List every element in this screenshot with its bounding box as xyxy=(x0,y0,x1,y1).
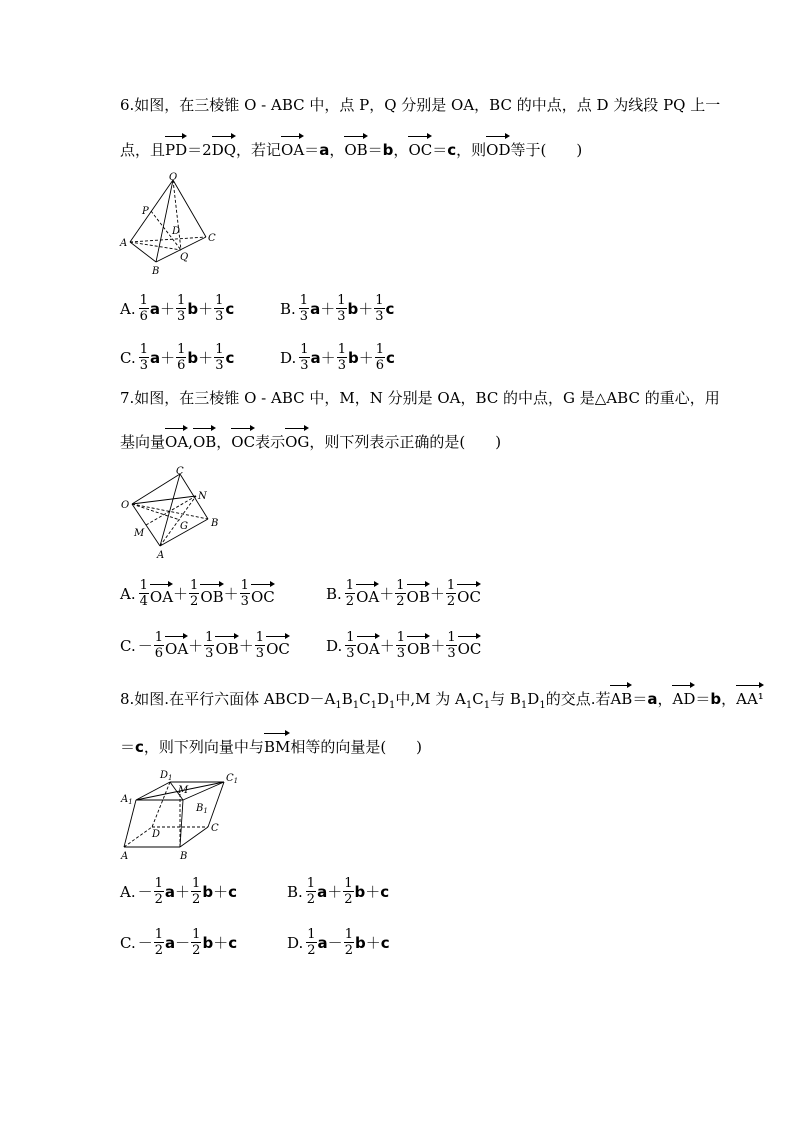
label-A: A xyxy=(120,238,128,249)
denominator: 3 xyxy=(447,646,456,661)
symbol-c: c xyxy=(135,738,144,756)
symbol-c: c xyxy=(447,141,457,159)
numerator: 1 xyxy=(255,630,265,645)
label-A: A xyxy=(157,550,165,561)
text: 基向量 xyxy=(120,433,166,451)
text: 的交点.若 xyxy=(545,690,611,708)
vector: OC xyxy=(457,582,481,606)
denominator: 3 xyxy=(205,646,214,661)
numerator: 1 xyxy=(240,578,249,593)
text: ，则 xyxy=(456,141,487,159)
option-label: A. xyxy=(120,584,136,603)
numerator: 1 xyxy=(177,293,186,308)
symbol: c xyxy=(380,882,390,901)
option-label: D. xyxy=(326,636,343,655)
plus: ＋ xyxy=(320,300,336,318)
plus: ＋ xyxy=(358,349,374,367)
fraction xyxy=(139,293,149,324)
fraction xyxy=(299,293,309,324)
subscript: 1 xyxy=(465,700,473,711)
numerator: 1 xyxy=(154,927,164,942)
symbol: a xyxy=(310,299,321,318)
label-A1: $A_1$ xyxy=(121,794,133,806)
denominator: 6 xyxy=(154,646,164,661)
symbol: c xyxy=(386,348,395,367)
numerator: 1 xyxy=(299,293,309,308)
label-O: O xyxy=(169,172,178,183)
denominator: 3 xyxy=(300,358,309,373)
fraction xyxy=(176,342,186,373)
symbol: b xyxy=(187,348,199,367)
fraction xyxy=(189,578,199,609)
label-D: D xyxy=(152,829,161,840)
q6-stem-line-2 xyxy=(120,134,582,160)
vector-ob: OB xyxy=(193,426,216,452)
label-D: D xyxy=(172,226,181,237)
denominator: 2 xyxy=(190,594,199,609)
q7-option-b[interactable] xyxy=(326,578,481,609)
text: 表示 xyxy=(255,433,286,451)
numerator: 1 xyxy=(346,630,355,645)
label-M: M xyxy=(134,528,145,539)
option-label: B. xyxy=(326,584,342,603)
numerator: 1 xyxy=(154,630,164,645)
vector: OB xyxy=(200,582,223,606)
vector-oc: OC xyxy=(408,134,432,160)
text: 中,M 为 A xyxy=(395,690,466,708)
comma: ， xyxy=(721,690,737,708)
q6-option-b[interactable] xyxy=(280,293,394,324)
numerator: 1 xyxy=(177,342,186,357)
eq: ＝ xyxy=(367,141,383,159)
numerator: 1 xyxy=(447,630,456,645)
denominator: 2 xyxy=(344,943,353,958)
plus: ＋ xyxy=(379,585,395,603)
denominator: 3 xyxy=(396,646,405,661)
sep: ， xyxy=(216,433,232,451)
fraction xyxy=(240,578,250,609)
fraction xyxy=(345,630,355,661)
label-C: C xyxy=(208,233,216,244)
fraction xyxy=(374,293,384,324)
option-label: A. xyxy=(120,299,136,318)
fraction xyxy=(396,630,406,661)
denominator: 3 xyxy=(240,594,249,609)
denominator: 2 xyxy=(192,892,201,907)
symbol: b xyxy=(354,882,366,901)
fraction xyxy=(299,342,309,373)
text: 8.如图.在平行六面体 ABCD－A xyxy=(120,690,336,708)
denominator: 3 xyxy=(177,309,186,324)
q6-option-a[interactable] xyxy=(120,293,234,324)
symbol: a xyxy=(310,348,321,367)
symbol: c xyxy=(380,933,390,952)
plus: ＋ xyxy=(198,349,214,367)
label-C: C xyxy=(211,823,219,834)
numerator: 1 xyxy=(446,578,456,593)
fraction xyxy=(395,578,405,609)
symbol: b xyxy=(347,299,359,318)
vector-aa1: AA¹ xyxy=(736,683,764,709)
fraction xyxy=(176,293,186,324)
q6-tetrahedron-figure xyxy=(118,170,228,280)
fraction xyxy=(191,876,201,907)
label-C: C xyxy=(176,466,184,477)
fraction xyxy=(214,342,224,373)
vector-oc: OC xyxy=(231,426,255,452)
symbol: a xyxy=(317,882,328,901)
text: C xyxy=(359,690,371,708)
subscript: 1 xyxy=(335,700,342,711)
symbol: a xyxy=(150,348,161,367)
fraction xyxy=(214,293,224,324)
option-label: B. xyxy=(287,882,303,901)
label-O: O xyxy=(121,500,130,511)
fraction xyxy=(446,630,456,661)
denominator: 4 xyxy=(139,594,148,609)
numerator: 1 xyxy=(215,293,224,308)
denominator: 6 xyxy=(177,358,186,373)
subscript: 1 xyxy=(352,700,360,711)
numerator: 1 xyxy=(375,342,385,357)
vector: OC xyxy=(266,634,290,658)
label-N: N xyxy=(198,491,207,502)
numerator: 1 xyxy=(139,342,148,357)
q7-option-a[interactable] xyxy=(120,578,275,609)
option-label: B. xyxy=(280,299,296,318)
vector: OA xyxy=(150,582,173,606)
fraction xyxy=(306,927,316,958)
fraction xyxy=(255,630,265,661)
sign: － xyxy=(137,883,153,901)
text: 等于( ) xyxy=(510,141,583,159)
text: B xyxy=(341,690,353,708)
numerator: 1 xyxy=(396,578,405,593)
denominator: 2 xyxy=(154,892,163,907)
fraction xyxy=(344,927,354,958)
q8-option-c[interactable] xyxy=(120,927,237,958)
q6-option-c[interactable] xyxy=(120,342,234,373)
q8-option-a[interactable] xyxy=(120,876,237,907)
label-D1: $D_1$ xyxy=(160,770,173,782)
text: ＝2 xyxy=(187,141,212,159)
q8-stem-line-2 xyxy=(120,731,422,757)
fraction xyxy=(154,876,164,907)
denominator: 2 xyxy=(192,943,201,958)
comma: ， xyxy=(393,141,409,159)
vector-ad: AD xyxy=(672,683,695,709)
denominator: 3 xyxy=(215,309,224,324)
denominator: 3 xyxy=(139,358,148,373)
symbol: a xyxy=(164,882,176,901)
denominator: 3 xyxy=(255,646,265,661)
numerator: 1 xyxy=(306,876,316,891)
vector: OB xyxy=(407,582,430,606)
fraction xyxy=(337,342,347,373)
eq: ＝ xyxy=(432,141,448,159)
denominator: 2 xyxy=(154,943,164,958)
vector-bm: BM xyxy=(264,731,290,757)
label-P: P xyxy=(142,206,149,217)
q7-stem-line-2 xyxy=(120,426,501,452)
q7-option-d[interactable] xyxy=(326,630,481,661)
symbol: b xyxy=(354,933,366,952)
eq: ＝ xyxy=(304,141,320,159)
numerator: 1 xyxy=(192,927,201,942)
vector-pd: PD xyxy=(165,134,187,160)
operator: ＋ xyxy=(175,883,191,901)
plus: ＋ xyxy=(160,349,176,367)
plus: ＋ xyxy=(198,300,214,318)
text: ，若记 xyxy=(236,141,282,159)
symbol: b xyxy=(187,299,199,318)
plus: ＋ xyxy=(429,585,445,603)
symbol-a: a xyxy=(319,141,330,159)
vector-od: OD xyxy=(486,134,510,160)
fraction xyxy=(375,342,385,373)
denominator: 2 xyxy=(344,892,353,907)
fraction xyxy=(204,630,214,661)
numerator: 1 xyxy=(300,342,309,357)
numerator: 1 xyxy=(192,876,201,891)
operator: ＋ xyxy=(213,934,229,952)
sep: , xyxy=(188,433,193,451)
plus: ＋ xyxy=(223,585,239,603)
label-M: M xyxy=(178,785,189,796)
denominator: 2 xyxy=(307,943,316,958)
plus: ＋ xyxy=(320,349,336,367)
numerator: 1 xyxy=(345,578,355,593)
numerator: 1 xyxy=(396,630,405,645)
option-label: A. xyxy=(120,882,136,901)
fraction xyxy=(191,927,201,958)
fraction xyxy=(154,927,164,958)
symbol: a xyxy=(317,933,328,952)
symbol: c xyxy=(228,933,238,952)
fraction xyxy=(154,630,164,661)
vector-oa: OA xyxy=(165,426,188,452)
denominator: 6 xyxy=(139,309,148,324)
text: D xyxy=(527,690,540,708)
q8-option-b[interactable] xyxy=(287,876,389,907)
q7-tetrahedron-figure xyxy=(118,462,233,562)
denominator: 3 xyxy=(346,646,355,661)
numerator: 1 xyxy=(215,342,224,357)
vector: OA xyxy=(357,634,380,658)
symbol-b: b xyxy=(382,141,394,159)
numerator: 1 xyxy=(337,342,346,357)
vector: OC xyxy=(458,634,482,658)
text: ，则下列表示正确的是( ) xyxy=(309,433,502,451)
label-B: B xyxy=(211,518,219,529)
denominator: 3 xyxy=(299,309,309,324)
numerator: 1 xyxy=(139,293,148,308)
vector-ab: AB xyxy=(610,683,632,709)
denominator: 6 xyxy=(375,358,385,373)
numerator: 1 xyxy=(190,578,199,593)
plus: ＋ xyxy=(160,300,176,318)
vector-dq: DQ xyxy=(212,134,236,160)
symbol: c xyxy=(385,299,395,318)
denominator: 2 xyxy=(306,892,316,907)
label-Q: Q xyxy=(180,252,189,263)
vector: OB xyxy=(407,634,430,658)
fraction xyxy=(446,578,456,609)
fraction xyxy=(336,293,346,324)
label-B: B xyxy=(180,851,188,862)
plus: ＋ xyxy=(238,637,254,655)
symbol: a xyxy=(165,933,176,952)
operator: ＋ xyxy=(365,934,381,952)
operator: ＋ xyxy=(327,883,343,901)
q7-option-c[interactable] xyxy=(120,630,290,661)
symbol: b xyxy=(202,882,214,901)
subscript: 1 xyxy=(520,700,528,711)
numerator: 1 xyxy=(154,876,163,891)
symbol: c xyxy=(228,882,237,901)
numerator: 1 xyxy=(205,630,214,645)
fraction xyxy=(345,578,355,609)
plus: ＋ xyxy=(358,300,374,318)
symbol: c xyxy=(225,299,235,318)
plus: ＋ xyxy=(173,585,189,603)
denominator: 2 xyxy=(396,594,405,609)
q8-parallelepiped-figure xyxy=(118,767,268,862)
comma: ， xyxy=(657,690,673,708)
q8-option-d[interactable] xyxy=(287,927,390,958)
vector-oa: OA xyxy=(281,134,304,160)
option-label: C. xyxy=(120,933,136,952)
symbol-b: b xyxy=(710,690,722,708)
text: 与 B xyxy=(490,690,521,708)
vector: OA xyxy=(356,582,379,606)
plus: ＋ xyxy=(379,637,395,655)
q6-stem-line-1: 6.如图，在三棱锥 O - ABC 中，点 P，Q 分别是 OA，BC 的中点，点 D 为线段 PQ 上一 xyxy=(120,96,721,114)
subscript: 1 xyxy=(483,700,491,711)
plus: ＋ xyxy=(430,637,446,655)
option-label: D. xyxy=(287,933,304,952)
label-B1: $B_1$ xyxy=(196,803,208,815)
option-label: C. xyxy=(120,636,136,655)
text: C xyxy=(472,690,484,708)
symbol: c xyxy=(225,348,235,367)
operator: ＋ xyxy=(365,883,381,901)
denominator: 3 xyxy=(337,358,346,373)
comma: ， xyxy=(329,141,345,159)
symbol: b xyxy=(202,933,214,952)
vector: OB xyxy=(215,634,238,658)
fraction xyxy=(343,876,353,907)
operator: ＋ xyxy=(213,883,229,901)
denominator: 3 xyxy=(215,358,224,373)
q7-stem-line-1: 7.如图，在三棱锥 O - ABC 中，M，N 分别是 OA，BC 的中点，G 是△ABC 的重心，用 xyxy=(120,389,720,407)
sign: － xyxy=(137,934,153,952)
eq: ＝ xyxy=(120,738,136,756)
denominator: 2 xyxy=(446,594,456,609)
subscript: 1 xyxy=(389,700,396,711)
vector-og: OG xyxy=(285,426,309,452)
q8-stem-line-1 xyxy=(120,683,764,716)
fraction xyxy=(306,876,316,907)
operator: － xyxy=(175,934,191,952)
vector-ob: OB xyxy=(344,134,367,160)
text: D xyxy=(376,690,389,708)
numerator: 1 xyxy=(337,293,346,308)
numerator: 1 xyxy=(307,927,316,942)
denominator: 2 xyxy=(345,594,355,609)
q6-option-d[interactable] xyxy=(280,342,395,373)
numerator: 1 xyxy=(344,927,353,942)
label-G: G xyxy=(180,521,188,532)
label-C1: $C_1$ xyxy=(226,773,239,785)
eq: ＝ xyxy=(695,690,711,708)
denominator: 3 xyxy=(375,309,384,324)
subscript: 1 xyxy=(370,700,377,711)
numerator: 1 xyxy=(344,876,353,891)
plus: ＋ xyxy=(188,637,204,655)
numerator: 1 xyxy=(375,293,384,308)
symbol-a: a xyxy=(647,690,658,708)
label-A: A xyxy=(121,851,129,862)
fraction xyxy=(139,578,149,609)
text: ，则下列向量中与 xyxy=(143,738,264,756)
symbol: a xyxy=(149,299,161,318)
symbol: b xyxy=(347,348,359,367)
numerator: 1 xyxy=(139,578,148,593)
label-B: B xyxy=(152,266,160,277)
denominator: 3 xyxy=(337,309,346,324)
text: 点，且 xyxy=(120,141,166,159)
minus-sign: － xyxy=(137,637,153,655)
eq: ＝ xyxy=(632,690,648,708)
text: 相等的向量是( ) xyxy=(290,738,423,756)
fraction xyxy=(139,342,149,373)
option-label: C. xyxy=(120,348,136,367)
vector: OA xyxy=(165,634,188,658)
operator: － xyxy=(327,934,343,952)
vector: OC xyxy=(251,582,275,606)
option-label: D. xyxy=(280,348,297,367)
subscript: 1 xyxy=(539,700,546,711)
